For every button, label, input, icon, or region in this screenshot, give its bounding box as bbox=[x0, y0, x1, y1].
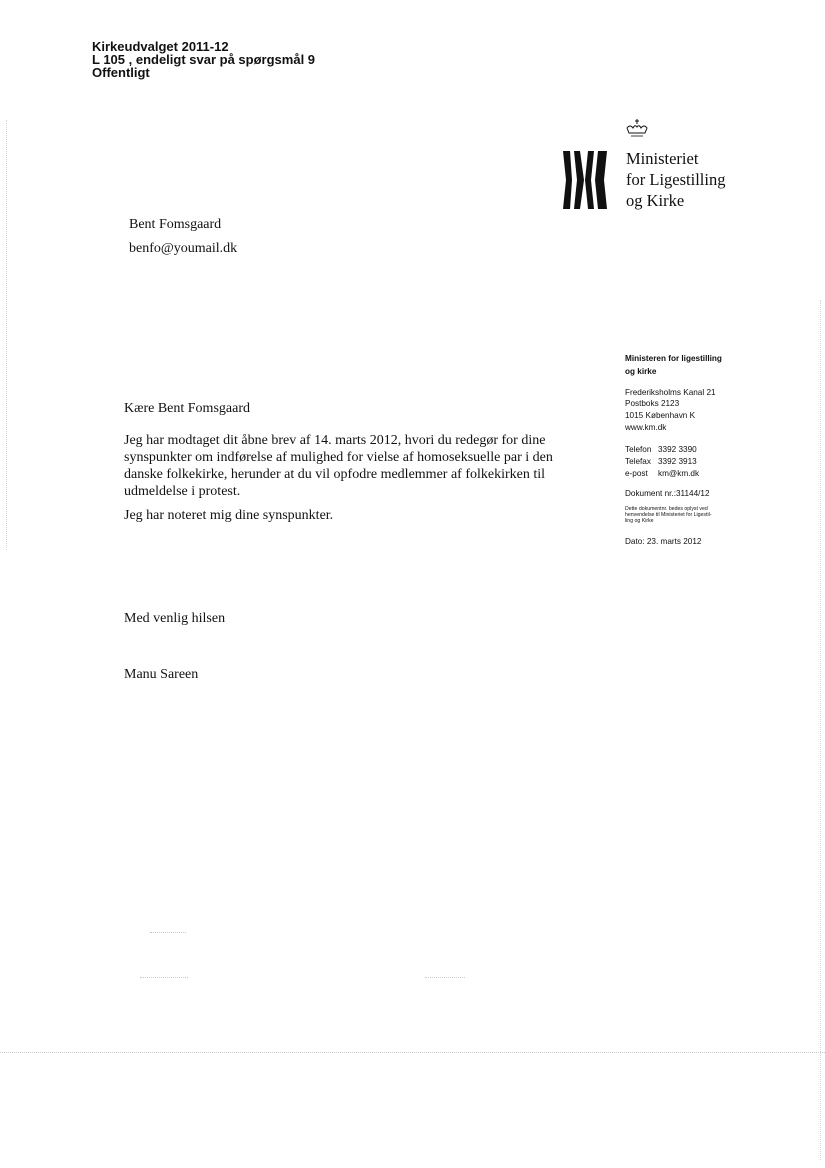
sidebar-note-line1: Dette dokumentnr. bedes oplyst ved bbox=[625, 506, 708, 512]
recipient-email: benfo@youmail.dk bbox=[129, 241, 238, 256]
header-public-status: Offentligt bbox=[92, 65, 150, 80]
scan-edge-left bbox=[6, 120, 7, 550]
crown-icon bbox=[624, 118, 650, 140]
recipient-name: Bent Fomsgaard bbox=[129, 217, 222, 232]
sidebar-address-line1: Frederiksholms Kanal 21 bbox=[625, 388, 716, 397]
sidebar-date: Dato: 23. marts 2012 bbox=[625, 537, 702, 546]
sidebar-phone-label: Telefon bbox=[625, 445, 652, 454]
sidebar-fax-value: 3392 3913 bbox=[658, 457, 697, 466]
sidebar-note-line2: henvendelse til Ministeriet for Ligestil- bbox=[625, 512, 712, 518]
header-answer-reference: L 105 , endeligt svar på spørgsmål 9 bbox=[92, 52, 316, 67]
scan-line-horizontal bbox=[0, 1052, 825, 1053]
sidebar-note-line3: ling og Kirke bbox=[625, 518, 654, 524]
scan-edge-right bbox=[820, 300, 821, 1160]
paragraph-1-line: Jeg har modtaget dit åbne brev af 14. marts 2012, hvori du redegør for dine bbox=[124, 433, 546, 448]
ministry-name-line3: og Kirke bbox=[626, 191, 685, 210]
paragraph-1-line: synspunkter om indførelse af mulighed for vielse af homoseksuelle par i den bbox=[124, 450, 553, 465]
closing: Med venlig hilsen bbox=[124, 611, 226, 626]
scan-speck bbox=[150, 932, 186, 933]
sidebar-phone-value: 3392 3390 bbox=[658, 445, 697, 454]
paragraph-1-line: danske folkekirke, herunder at du vil opfodre medlemmer af folkekirken til bbox=[124, 467, 546, 482]
sidebar-address-line3: 1015 København K bbox=[625, 411, 696, 420]
scan-speck bbox=[425, 977, 465, 978]
ministry-name-line1: Ministeriet bbox=[626, 149, 699, 168]
scan-speck bbox=[140, 977, 188, 978]
sidebar-address-line2: Postboks 2123 bbox=[625, 399, 680, 408]
sidebar-title-line2: og kirke bbox=[625, 367, 657, 376]
signature: Manu Sareen bbox=[124, 667, 199, 682]
salutation: Kære Bent Fomsgaard bbox=[124, 401, 250, 416]
sidebar-document-number: Dokument nr.:31144/12 bbox=[625, 489, 710, 498]
sidebar-fax-label: Telefax bbox=[625, 457, 651, 466]
sidebar-website: www.km.dk bbox=[625, 423, 667, 432]
paragraph-1-line: udmeldelse i protest. bbox=[124, 484, 241, 499]
sidebar-email-label: e-post bbox=[625, 469, 648, 478]
ministry-name-line2: for Ligestilling bbox=[626, 170, 726, 189]
sidebar-title-line1: Ministeren for ligestilling bbox=[625, 354, 722, 363]
header-committee: Kirkeudvalget 2011-12 bbox=[92, 39, 229, 54]
paragraph-2: Jeg har noteret mig dine synspunkter. bbox=[124, 508, 334, 523]
ministry-logo-icon bbox=[562, 150, 608, 210]
sidebar-email-value: km@km.dk bbox=[658, 469, 700, 478]
